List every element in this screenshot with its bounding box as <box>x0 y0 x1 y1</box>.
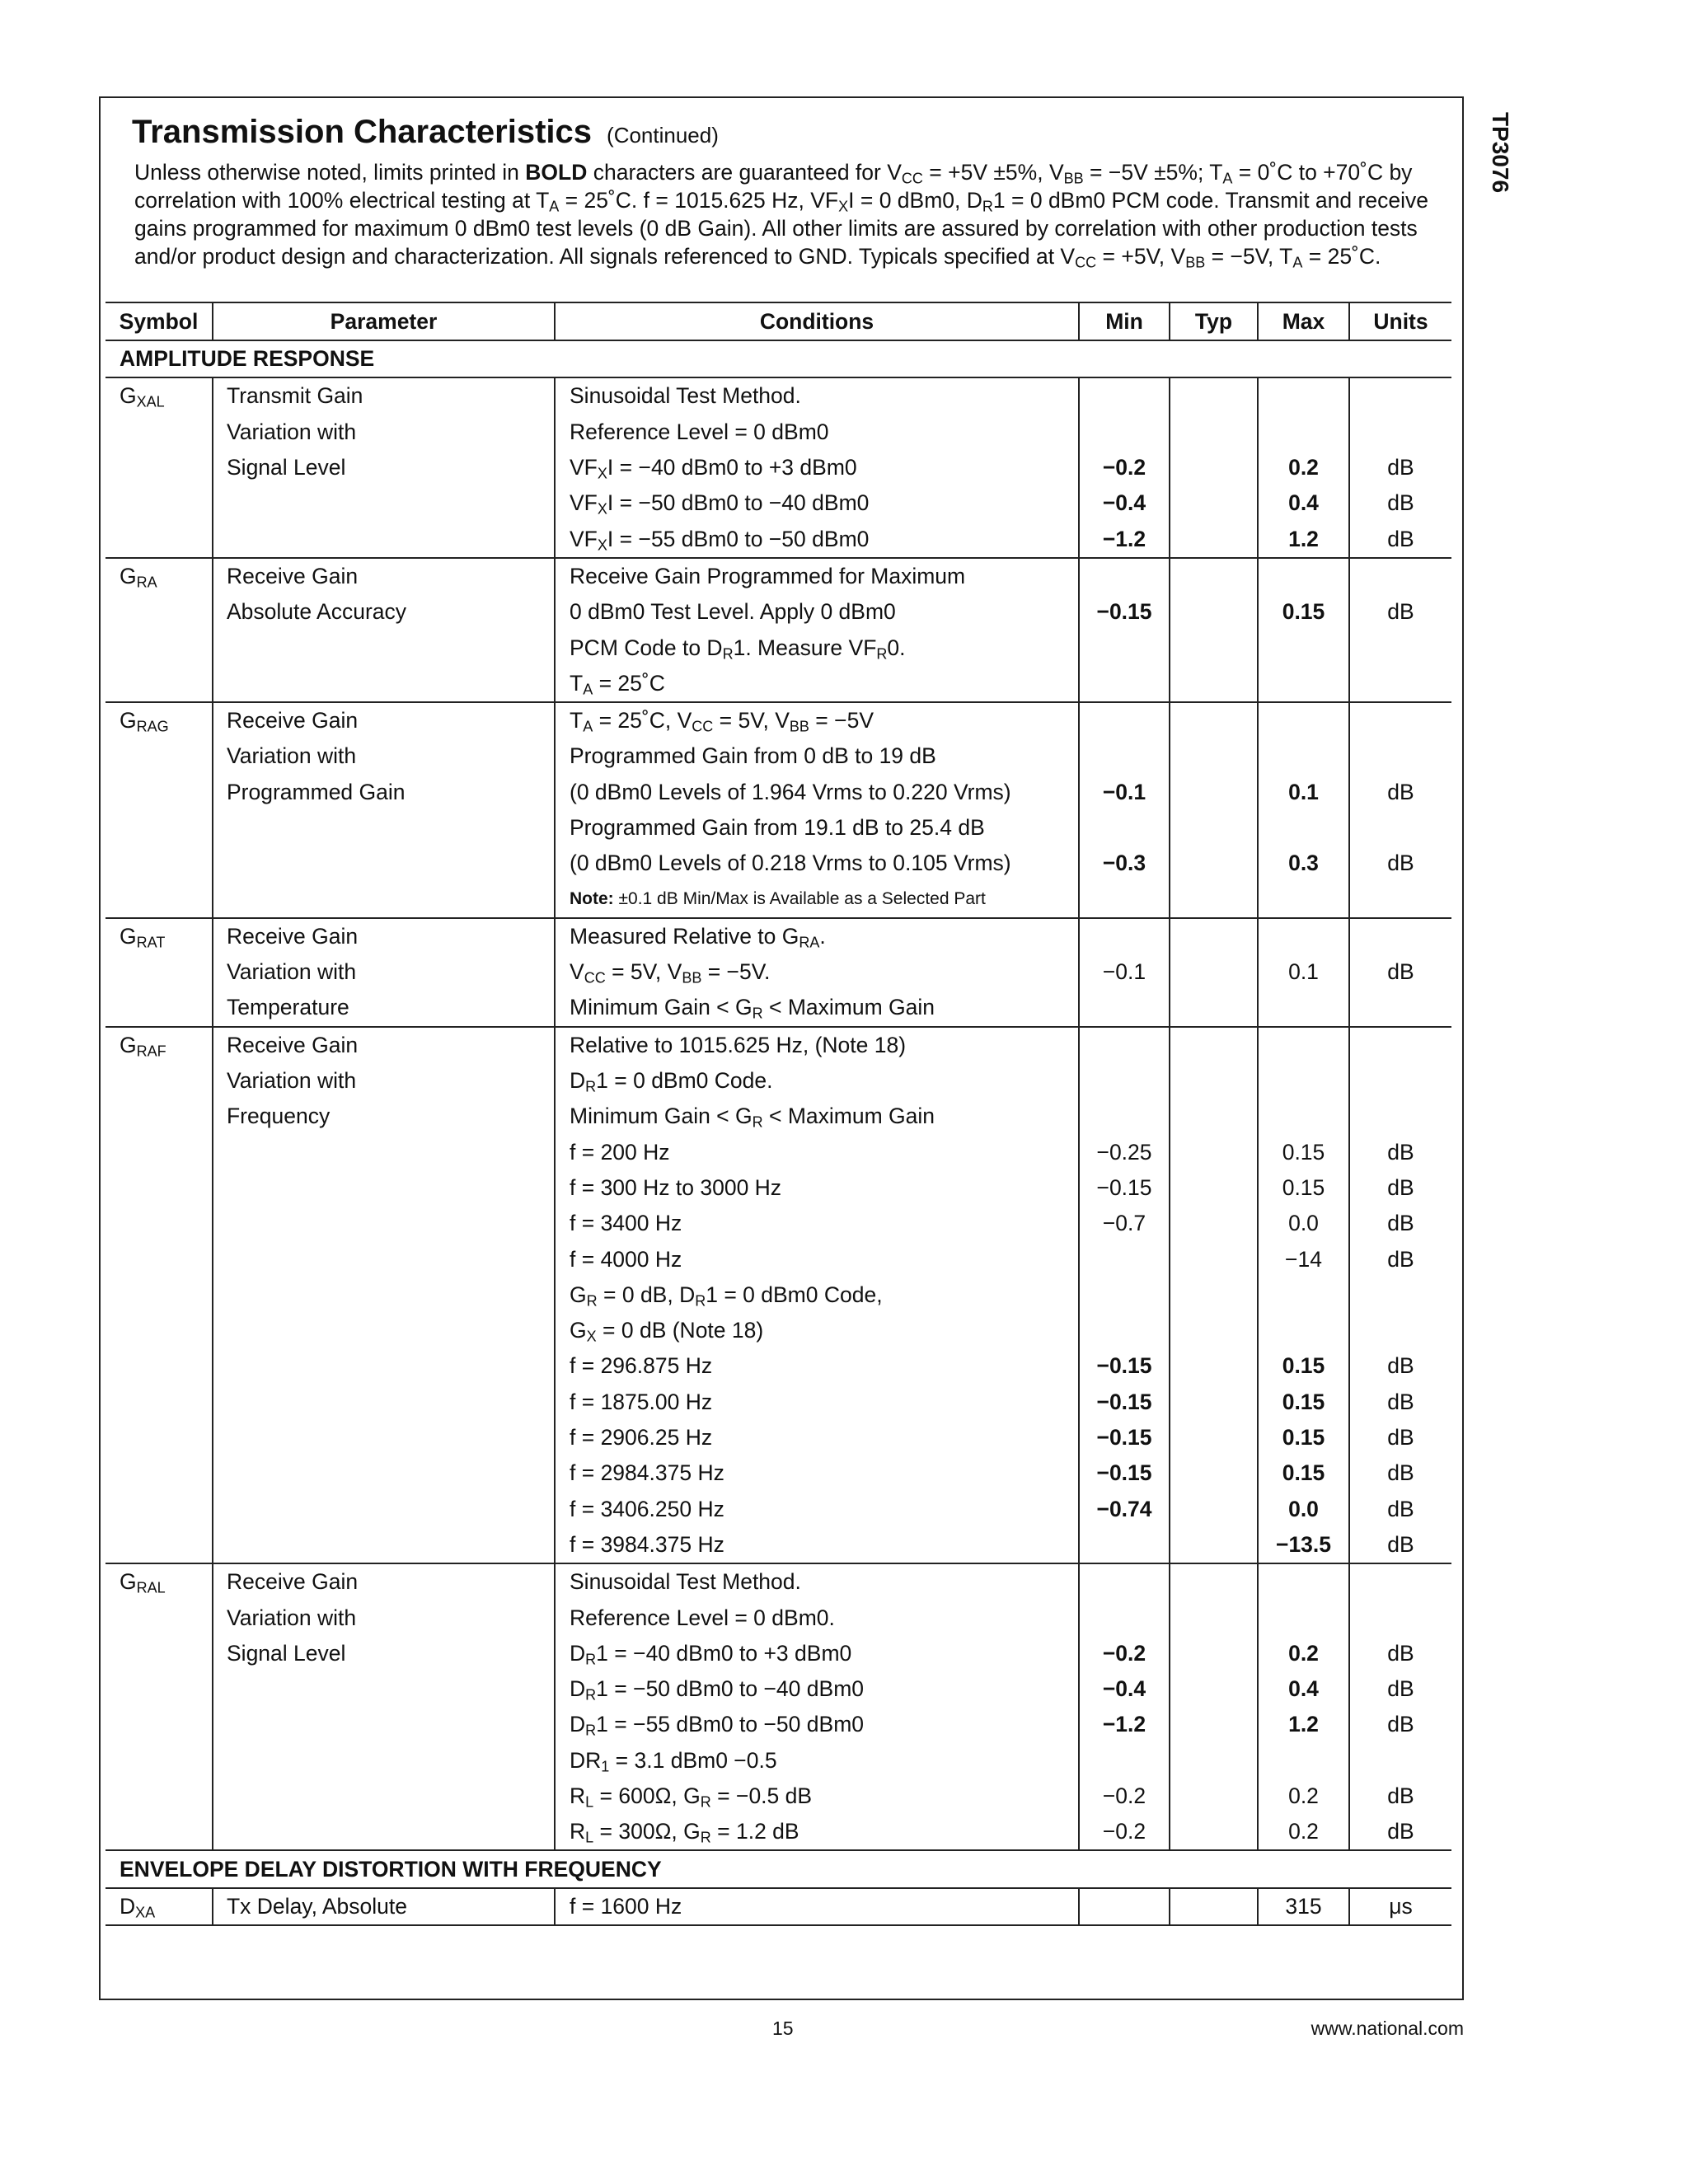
symbol-cell: $G_{RAL}$ <box>106 1563 213 1600</box>
units-cell: dB <box>1349 846 1451 881</box>
condition-cell: $T_A$ = 25˚C, $V_{CC} = 5V$, $V_{BB} = -5V$ <box>555 702 1079 738</box>
col-header-symbol: Symbol <box>106 302 213 340</box>
min-cell: −0.1 <box>1079 954 1170 990</box>
table-row <box>106 1600 1451 1635</box>
condition-cell: $R_L = 600\Omega$, $G_R = -0.5$ dB <box>555 1779 1079 1814</box>
condition-cell: $D_R1 = -40$ dBm0 to +3 dBm0 <box>555 1636 1079 1671</box>
parameter-cell: Variation with <box>213 954 555 990</box>
condition-cell: (0 dBm0 Levels of 0.218 Vrms to 0.105 Vrms) <box>555 846 1079 881</box>
units-cell: dB <box>1349 1385 1451 1420</box>
parameter-cell: Receive Gain <box>213 1563 555 1600</box>
table-row <box>106 702 1451 738</box>
table-row <box>106 450 1451 485</box>
condition-cell: $VF_XI = -55$ dBm0 to −50 dBm0 <box>555 521 1079 557</box>
condition-cell: Reference Level = 0 dBm0. <box>555 1600 1079 1635</box>
min-cell: −0.15 <box>1079 594 1170 630</box>
col-header-typ: Typ <box>1170 302 1258 340</box>
parameter-cell: Programmed Gain <box>213 775 555 810</box>
min-cell: −0.15 <box>1079 1348 1170 1384</box>
min-cell: −0.2 <box>1079 1814 1170 1850</box>
table-row <box>106 1313 1451 1348</box>
units-cell: dB <box>1349 1814 1451 1850</box>
max-cell: 0.0 <box>1258 1492 1349 1527</box>
min-cell: −0.25 <box>1079 1135 1170 1170</box>
max-cell: 0.2 <box>1258 1779 1349 1814</box>
table-row <box>106 881 1451 917</box>
parameter-cell: Temperature <box>213 990 555 1026</box>
col-header-min: Min <box>1079 302 1170 340</box>
table-row <box>106 521 1451 557</box>
units-cell: dB <box>1349 1455 1451 1491</box>
units-cell: dB <box>1349 1671 1451 1707</box>
condition-cell: 0 dBm0 Test Level. Apply 0 dBm0 <box>555 594 1079 630</box>
condition-cell: f = 200 Hz <box>555 1135 1079 1170</box>
condition-cell: $T_A$ = 25˚C <box>555 666 1079 702</box>
min-cell: −0.4 <box>1079 485 1170 521</box>
min-cell: −0.7 <box>1079 1206 1170 1241</box>
col-header-conditions: Conditions <box>555 302 1079 340</box>
max-cell: 0.15 <box>1258 1348 1349 1384</box>
min-cell: −0.2 <box>1079 1636 1170 1671</box>
condition-cell: Programmed Gain from 19.1 dB to 25.4 dB <box>555 810 1079 846</box>
condition-cell: f = 1875.00 Hz <box>555 1385 1079 1420</box>
condition-cell: Sinusoidal Test Method. <box>555 1563 1079 1600</box>
table-row <box>106 1563 1451 1600</box>
condition-cell: $D_R1 = -55$ dBm0 to −50 dBm0 <box>555 1707 1079 1742</box>
min-cell: −0.15 <box>1079 1455 1170 1491</box>
table-row <box>106 1170 1451 1206</box>
table-row <box>106 594 1451 630</box>
parameter-cell: Absolute Accuracy <box>213 594 555 630</box>
max-cell: 0.4 <box>1258 485 1349 521</box>
max-cell: 0.1 <box>1258 954 1349 990</box>
min-cell: −0.15 <box>1079 1170 1170 1206</box>
units-cell: dB <box>1349 1241 1451 1277</box>
table-row <box>106 558 1451 594</box>
units-cell: dB <box>1349 1527 1451 1563</box>
table-row <box>106 918 1451 954</box>
min-cell: −0.3 <box>1079 846 1170 881</box>
min-cell: −0.15 <box>1079 1420 1170 1455</box>
condition-cell: f = 300 Hz to 3000 Hz <box>555 1170 1079 1206</box>
section-row-envelope: ENVELOPE DELAY DISTORTION WITH FREQUENCY <box>106 1850 1451 1887</box>
page-title: Transmission Characteristics (Continued) <box>132 114 719 150</box>
condition-cell: Minimum Gain < $G_R$ < Maximum Gain <box>555 1099 1079 1134</box>
condition-cell: $D_R1 = 0$ dBm0 Code. <box>555 1063 1079 1099</box>
condition-cell: Receive Gain Programmed for Maximum <box>555 558 1079 594</box>
min-cell: −0.1 <box>1079 775 1170 810</box>
max-cell: −14 <box>1258 1241 1349 1277</box>
max-cell: 0.0 <box>1258 1206 1349 1241</box>
condition-cell: f = 2984.375 Hz <box>555 1455 1079 1491</box>
table-row <box>106 990 1451 1026</box>
table-row <box>106 775 1451 810</box>
parameter-cell: Receive Gain <box>213 918 555 954</box>
max-cell: 0.15 <box>1258 594 1349 630</box>
col-header-units: Units <box>1349 302 1451 340</box>
condition-cell: Sinusoidal Test Method. <box>555 377 1079 414</box>
parameter-cell: Frequency <box>213 1099 555 1134</box>
units-cell: dB <box>1349 1492 1451 1527</box>
title-continued: (Continued) <box>607 123 719 148</box>
parameter-cell: Variation with <box>213 1600 555 1635</box>
table-row <box>106 1671 1451 1707</box>
units-cell: dB <box>1349 1707 1451 1742</box>
table-row <box>106 1492 1451 1527</box>
max-cell: 0.2 <box>1258 1814 1349 1850</box>
condition-cell: $VF_XI = -50$ dBm0 to −40 dBm0 <box>555 485 1079 521</box>
parameter-cell: Variation with <box>213 738 555 774</box>
symbol-cell: $D_{XA}$ <box>106 1888 213 1925</box>
condition-cell: f = 3406.250 Hz <box>555 1492 1079 1527</box>
min-cell: −0.2 <box>1079 450 1170 485</box>
parameter-cell: Tx Delay, Absolute <box>213 1888 555 1925</box>
max-cell: 1.2 <box>1258 521 1349 557</box>
col-header-parameter: Parameter <box>213 302 555 340</box>
col-header-max: Max <box>1258 302 1349 340</box>
table-row <box>106 1348 1451 1384</box>
units-cell: dB <box>1349 954 1451 990</box>
condition-cell: $D_R1 = -50$ dBm0 to −40 dBm0 <box>555 1671 1079 1707</box>
condition-cell: f = 296.875 Hz <box>555 1348 1079 1384</box>
table-row <box>106 1779 1451 1814</box>
table-row <box>106 377 1451 414</box>
units-cell: dB <box>1349 1206 1451 1241</box>
table-row <box>106 1888 1451 1925</box>
note-cell: Note: ±0.1 dB Min/Max is Available as a Selected Part <box>555 881 1079 917</box>
units-cell: dB <box>1349 1135 1451 1170</box>
condition-cell: (0 dBm0 Levels of 1.964 Vrms to 0.220 Vrms) <box>555 775 1079 810</box>
condition-cell: $R_L = 300\Omega$, $G_R = 1.2$ dB <box>555 1814 1079 1850</box>
table-row <box>106 1527 1451 1563</box>
table-row <box>106 1135 1451 1170</box>
min-cell: −0.2 <box>1079 1779 1170 1814</box>
table-row <box>106 1277 1451 1313</box>
max-cell: 0.2 <box>1258 450 1349 485</box>
condition-cell: Reference Level = 0 dBm0 <box>555 415 1079 450</box>
table-row <box>106 1814 1451 1850</box>
min-cell: −1.2 <box>1079 521 1170 557</box>
max-cell: 0.15 <box>1258 1420 1349 1455</box>
condition-cell: $G_X = 0$ dB (Note 18) <box>555 1313 1079 1348</box>
max-cell: 0.1 <box>1258 775 1349 810</box>
condition-cell: f = 3984.375 Hz <box>555 1527 1079 1563</box>
condition-cell: f = 1600 Hz <box>555 1888 1079 1925</box>
max-cell: 1.2 <box>1258 1707 1349 1742</box>
max-cell: 0.2 <box>1258 1636 1349 1671</box>
max-cell: 315 <box>1258 1888 1349 1925</box>
condition-cell: Measured Relative to $G_{RA}$. <box>555 918 1079 954</box>
condition-cell: f = 4000 Hz <box>555 1241 1079 1277</box>
table-row <box>106 1743 1451 1779</box>
table-row <box>106 810 1451 846</box>
page-number: 15 <box>772 2018 794 2039</box>
table-header-row <box>106 302 1451 340</box>
parameter-cell: Variation with <box>213 1063 555 1099</box>
table-row <box>106 1027 1451 1063</box>
condition-cell: $G_R = 0$ dB, $D_R1 = 0$ dBm0 Code, <box>555 1277 1079 1313</box>
parameter-cell: Signal Level <box>213 450 555 485</box>
parameter-cell: Signal Level <box>213 1636 555 1671</box>
units-cell: dB <box>1349 521 1451 557</box>
table-row <box>106 1099 1451 1134</box>
table-row <box>106 1455 1451 1491</box>
section-row-amplitude: AMPLITUDE RESPONSE <box>106 340 1451 377</box>
min-cell: −0.74 <box>1079 1492 1170 1527</box>
units-cell: dB <box>1349 775 1451 810</box>
symbol-cell: $G_{RAG}$ <box>106 702 213 738</box>
max-cell: −13.5 <box>1258 1527 1349 1563</box>
max-cell: 0.15 <box>1258 1135 1349 1170</box>
units-cell: dB <box>1349 450 1451 485</box>
table-row <box>106 846 1451 881</box>
condition-cell: $V_{CC} = 5V$, $V_{BB} = -5V$. <box>555 954 1079 990</box>
footer-url: www.national.com <box>1311 2018 1464 2039</box>
characteristics-table <box>106 302 1451 1926</box>
table-row <box>106 415 1451 450</box>
units-cell: μs <box>1349 1888 1451 1925</box>
condition-cell: Minimum Gain < $G_R$ < Maximum Gain <box>555 990 1079 1026</box>
condition-cell: $DR_1 = 3.1$ dBm0 −0.5 <box>555 1743 1079 1779</box>
symbol-cell: $G_{RAT}$ <box>106 918 213 954</box>
table-row <box>106 954 1451 990</box>
table-row <box>106 738 1451 774</box>
condition-cell: $VF_XI = -40$ dBm0 to +3 dBm0 <box>555 450 1079 485</box>
units-cell: dB <box>1349 1779 1451 1814</box>
units-cell: dB <box>1349 594 1451 630</box>
table-row <box>106 630 1451 665</box>
condition-cell: Relative to 1015.625 Hz, (Note 18) <box>555 1027 1079 1063</box>
table-row <box>106 1241 1451 1277</box>
table-row <box>106 1063 1451 1099</box>
units-cell: dB <box>1349 1636 1451 1671</box>
max-cell: 0.3 <box>1258 846 1349 881</box>
table-row <box>106 485 1451 521</box>
table-row <box>106 1385 1451 1420</box>
parameter-cell: Variation with <box>213 415 555 450</box>
table-row <box>106 1420 1451 1455</box>
parameter-cell: Receive Gain <box>213 1027 555 1063</box>
table-row <box>106 1707 1451 1742</box>
table-row <box>106 1636 1451 1671</box>
min-cell: −0.15 <box>1079 1385 1170 1420</box>
symbol-cell: $G_{RA}$ <box>106 558 213 594</box>
units-cell: dB <box>1349 1420 1451 1455</box>
max-cell: 0.15 <box>1258 1170 1349 1206</box>
table-row <box>106 1206 1451 1241</box>
table-row <box>106 666 1451 702</box>
condition-cell: PCM Code to $D_R1$. Measure $VF_R0$. <box>555 630 1079 665</box>
max-cell: 0.15 <box>1258 1385 1349 1420</box>
units-cell: dB <box>1349 1170 1451 1206</box>
parameter-cell: Receive Gain <box>213 558 555 594</box>
min-cell: −0.4 <box>1079 1671 1170 1707</box>
part-number-side-label: TP3076 <box>1488 111 1513 194</box>
max-cell: 0.15 <box>1258 1455 1349 1491</box>
max-cell: 0.4 <box>1258 1671 1349 1707</box>
parameter-cell: Receive Gain <box>213 702 555 738</box>
intro-paragraph: Unless otherwise noted, limits printed in BOLD characters are guaranteed for $V_{CC} = +5V \pm 5\%$, $V_{BB} = -5V \pm 5\%$; $T_A$ = 0˚C to +70˚C by correlation with 100% electrical testing at $T_A$ = 25˚C. f = 1015.625 Hz, $VF_XI = 0$ dBm0, $D_R1 = 0$ dBm0 PCM code. Transmit and receive gains programmed for maximum 0 dBm0 test levels (0 dB Gain). All other limits are assured by correlation with other production tests and/or product design and characterization. All signals referenced to GND. Typicals specified at $V_{CC} = +5V$, $V_{BB} = -5V$, $T_A$ = 25˚C. <box>134 160 1428 271</box>
condition-cell: f = 2906.25 Hz <box>555 1420 1079 1455</box>
condition-cell: f = 3400 Hz <box>555 1206 1079 1241</box>
units-cell: dB <box>1349 485 1451 521</box>
symbol-cell: $G_{RAF}$ <box>106 1027 213 1063</box>
symbol-cell: $G_{XAL}$ <box>106 377 213 414</box>
units-cell: dB <box>1349 1348 1451 1384</box>
min-cell: −1.2 <box>1079 1707 1170 1742</box>
condition-cell: Programmed Gain from 0 dB to 19 dB <box>555 738 1079 774</box>
parameter-cell: Transmit Gain <box>213 377 555 414</box>
